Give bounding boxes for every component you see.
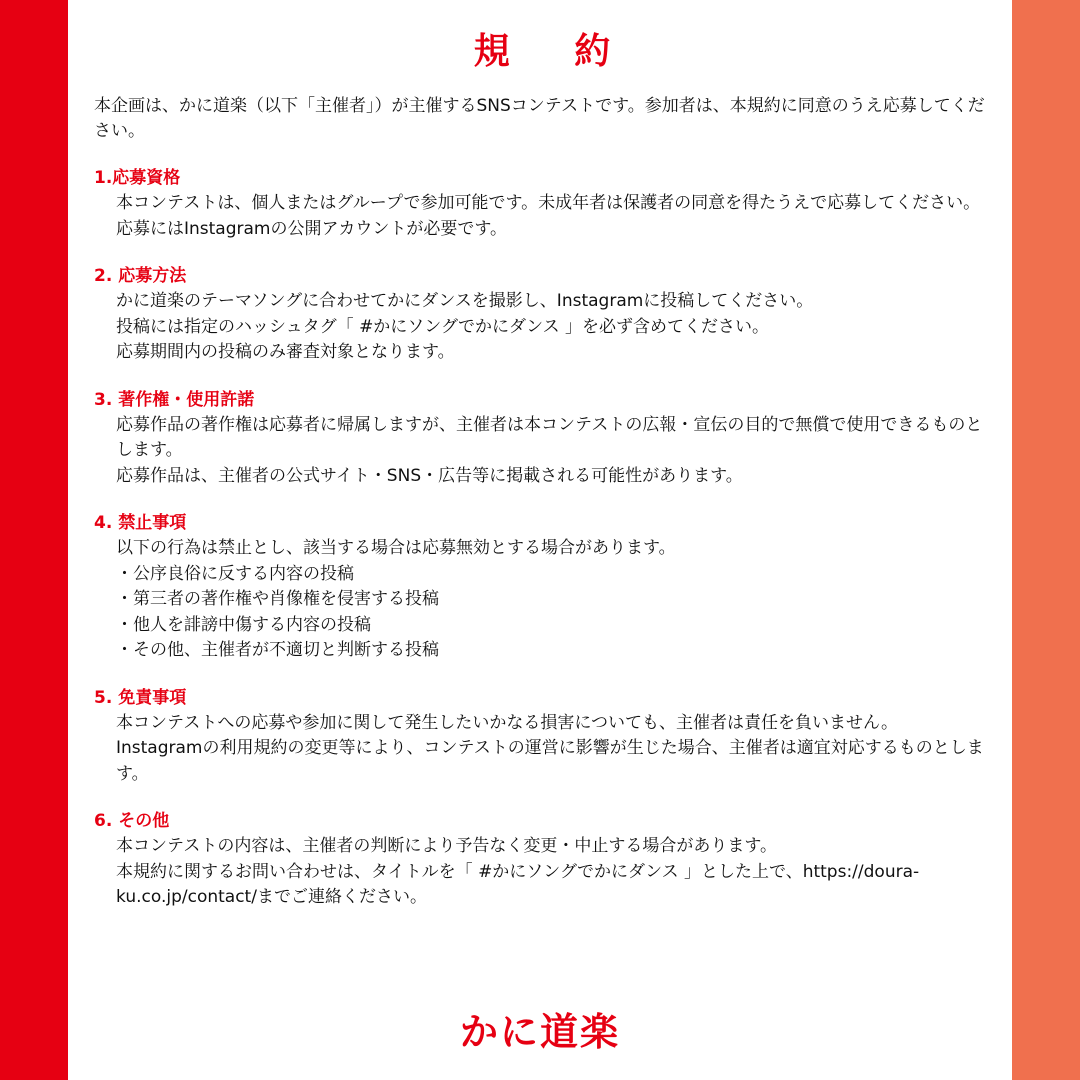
left-red-band: [0, 0, 68, 1080]
section-body: [94, 191, 990, 242]
terms-section: [94, 264, 990, 366]
kani-douraku-logo: かに道楽: [459, 1009, 620, 1054]
section-heading: 1.応募資格: [94, 168, 181, 188]
terms-document: [94, 28, 990, 933]
section-line: 応募作品の著作権は応募者に帰属しますが、主催者は本コンテストの広報・宣伝の目的で無償で使用できるものとします。: [116, 414, 983, 460]
section-line: ・第三者の著作権や肖像権を侵害する投稿: [116, 589, 439, 609]
section-heading: 3. 著作権・使用許諾: [94, 389, 255, 410]
terms-section: [94, 511, 990, 664]
section-line: ・他人を誹謗中傷する内容の投稿: [116, 614, 371, 635]
section-line: ・公序良俗に反する内容の投稿: [116, 563, 354, 584]
section-body: [94, 413, 990, 490]
section-body: [94, 289, 990, 366]
terms-sections: [94, 166, 990, 911]
section-heading: 2. 応募方法: [94, 266, 187, 286]
section-line: ・その他、主催者が不適切と判断する投稿: [116, 640, 439, 660]
section-line: Instagramの利用規約の変更等により、コンテストの運営に影響が生じた場合、主催者は適宜対応するものとします。: [116, 738, 984, 784]
section-heading: 5. 免責事項: [94, 687, 187, 708]
terms-section: [94, 686, 990, 788]
section-line: 本規約に関するお問い合わせは、タイトルを「 #かにソングでかにダンス 」とした上で、https://doura-ku.co.jp/contact/までご連絡ください。: [116, 861, 920, 907]
section-line: 本コンテストへの応募や参加に関して発生したいかなる損害についても、主催者は責任を負いません。: [116, 712, 898, 733]
section-line: 投稿には指定のハッシュタグ「 #かにソングでかにダンス 」を必ず含めてください。: [116, 316, 770, 337]
section-line: 本コンテストの内容は、主催者の判断により予告なく変更・中止する場合があります。: [116, 836, 777, 856]
section-heading: 6. その他: [94, 811, 170, 831]
section-line: 応募作品は、主催者の公式サイト・SNS・広告等に掲載される可能性があります。: [116, 465, 743, 486]
intro-paragraph: 本企画は、かに道楽（以下「主催者」）が主催するSNSコンテストです。参加者は、本規約に同意のうえ応募してください。: [94, 96, 985, 141]
section-line: 応募期間内の投稿のみ審査対象となります。: [116, 342, 455, 362]
right-orange-band: [1012, 0, 1080, 1080]
section-line: かに道楽のテーマソングに合わせてかにダンスを撮影し、Instagramに投稿してください。: [116, 291, 814, 311]
section-line: 応募にはInstagramの公開アカウントが必要です。: [116, 218, 507, 239]
terms-section: [94, 388, 990, 490]
section-heading: 4. 禁止事項: [94, 513, 187, 533]
section-line: 本コンテストは、個人またはグループで参加可能です。未成年者は保護者の同意を得たうえで応募してください。: [116, 193, 981, 213]
terms-section: [94, 166, 990, 242]
terms-section: [94, 809, 990, 911]
section-line: 以下の行為は禁止とし、該当する場合は応募無効とする場合があります。: [116, 538, 676, 558]
section-body: [94, 834, 990, 911]
section-body: [94, 536, 990, 664]
page-title: 規 約: [473, 31, 637, 72]
section-body: [94, 711, 990, 788]
